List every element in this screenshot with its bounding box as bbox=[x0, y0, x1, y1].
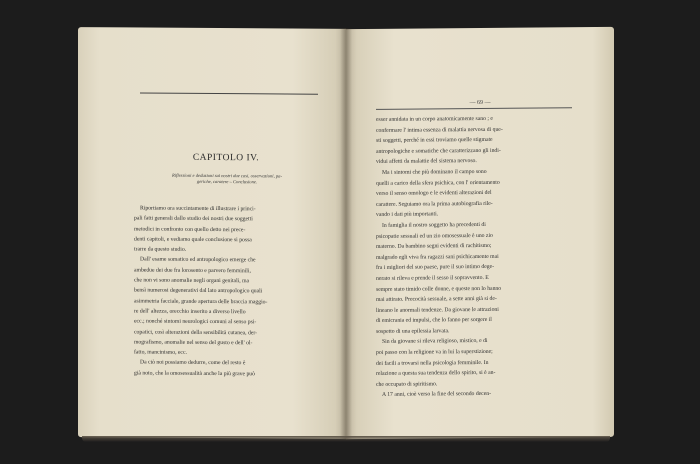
text-line: che occupato di spiritismo. bbox=[376, 381, 438, 388]
text-line: asimmetria facciale, grande apertura delle braccia maggio- bbox=[134, 298, 268, 306]
text-line: psicopatie sessuali ed un zio omosessuale è uno zio bbox=[376, 232, 493, 240]
text-line: copatici, così alterazioni della sensibilità cutanea, der- bbox=[134, 329, 258, 336]
open-book bbox=[78, 28, 614, 444]
text-line: sti soggetti, perché in essi troviamo quelle stigmate bbox=[376, 137, 493, 145]
text-line: che non vi sono anomalie negli organi genitali, ma bbox=[134, 277, 250, 285]
summary-line: Riflessioni e deduzioni sui nostri due casi, osservazioni, pa- bbox=[172, 172, 282, 179]
text-line: vando i dati più importanti. bbox=[376, 211, 439, 219]
right-page bbox=[346, 27, 614, 439]
text-line: sempre stato timido colle donne, e queste non lo hanno bbox=[376, 285, 502, 293]
text-line: bensì numerosi degenerativi dal lato antropologico quali bbox=[134, 287, 263, 295]
text-line: A 17 anni, cioè verso la fine del secondo decen- bbox=[382, 391, 491, 399]
text-line: denti capitoli, e vediamo quale conclusione si possa bbox=[134, 236, 252, 244]
text-line: di emicrania ed impulsi, che lo fanno per sorgere il bbox=[376, 317, 492, 325]
left-body-text bbox=[134, 203, 326, 379]
text-line: metodici in confronto con quello detto nei prece- bbox=[134, 226, 246, 233]
text-line: nerato si rileva e prende il sesso il sopravvento. E bbox=[376, 274, 489, 282]
text-line: fra i migliori del suo paese, pure il suo intimo dege- bbox=[376, 264, 494, 272]
text-line: sospetto di una epilessia larvata. bbox=[376, 328, 450, 335]
text-line: verso il senso omologo e le evidenti alterazioni del bbox=[376, 190, 492, 198]
text-line: antropologiche e somatiche che caratterizzano gli indi- bbox=[376, 147, 501, 155]
page-edge-shadow bbox=[82, 436, 610, 442]
summary-line: geriche, caratere – Conclusione. bbox=[196, 179, 258, 185]
text-line: In famiglia il nostro soggetto ha precedenti di bbox=[382, 221, 486, 229]
text-line: pali fatti generali dallo studio dei nostri due soggetti bbox=[134, 215, 253, 223]
text-line: già noto, che la omosessualità anche la più grave può bbox=[134, 370, 255, 378]
header-rule bbox=[376, 107, 572, 110]
left-page bbox=[78, 27, 346, 439]
text-line: re dell' altezza, orecchio inserito a diverso livello bbox=[134, 308, 246, 316]
text-line: esser annidata in un corpo anatomicamente sano ; e bbox=[376, 115, 493, 123]
text-line: fatto, mancinismo, ecc. bbox=[134, 349, 187, 356]
right-body-text bbox=[376, 113, 572, 401]
text-line: relazione a questa sua tendenza dello spirito, si è an- bbox=[376, 370, 496, 378]
text-line: mai attirato. Precocità sessuale, a sette anni già si de- bbox=[376, 295, 497, 304]
header-rule bbox=[140, 92, 318, 94]
text-line: Sin da giovane si rileva religioso, mistico, e di bbox=[382, 338, 488, 346]
text-line: trarre da questo studio. bbox=[134, 246, 187, 254]
text-line: quelli a carico della sfera psichica, con l' orientamento bbox=[376, 179, 500, 187]
text-line: mografismo, anomalie nel senso del gusto e dell' ol- bbox=[134, 339, 253, 347]
text-line: confermare l' intima essenza di malattia nervosa di que- bbox=[376, 126, 503, 134]
text-line: materno. Da bambino segni evidenti di rachitismo; bbox=[376, 243, 492, 251]
chapter-summary bbox=[134, 172, 320, 186]
text-line: poi passo con la religione va in lui la superstizione; bbox=[376, 348, 493, 356]
text-line: Dall' esame somatico ed antropologico emerge che bbox=[140, 256, 256, 264]
text-line: vidui affetti da malattie del sistema nervoso. bbox=[376, 158, 477, 166]
text-line: dei facili a trovarsi nella psicologia femminile. In bbox=[376, 359, 489, 367]
text-line: ambedue dei due fra lorosento e parvero femminili, bbox=[134, 267, 251, 275]
text-line: malgrado egli viva fra ragazzi sani psichicamente mai bbox=[376, 253, 499, 261]
text-line: lineano le anormali tendenze. Da giovane le attrazioni bbox=[376, 306, 499, 314]
book-gutter bbox=[340, 28, 352, 440]
text-line: carattere. Seguiamo ora la prima autobiografia rile- bbox=[376, 200, 493, 208]
text-line: Da ciò noi possiamo dedurre, come del resto è bbox=[140, 359, 246, 367]
chapter-title: CAPITOLO IV. bbox=[192, 152, 260, 164]
text-line: ecc.; nonché sintomi neurologici comuni al senso psi- bbox=[134, 318, 257, 326]
page-number: — 69 — bbox=[469, 99, 491, 107]
text-line: Riportiamo ora succintamente di illustrare i princi- bbox=[140, 205, 256, 213]
text-line: Ma i sintomi che più dominano il campo sono bbox=[382, 168, 487, 176]
